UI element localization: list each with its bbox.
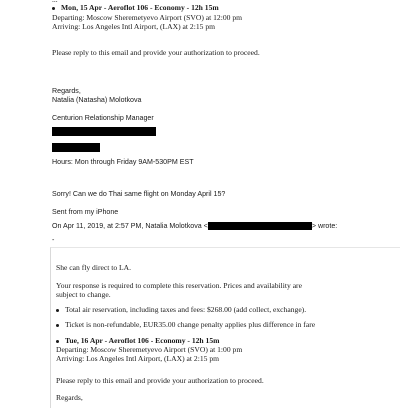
flight1-departing: Departing: Moscow Sheremetyevo Airport (SVO) at 12:00 pm xyxy=(52,13,243,22)
bullet-icon xyxy=(56,324,59,327)
flight2-header: Tue, 16 Apr - Aeroflot 106 - Economy - 12h 15m xyxy=(56,336,219,345)
quote-header: On Apr 11, 2019, at 2:57 PM, Natalia Molotkova < > wrote: xyxy=(52,222,338,230)
signature-regards: Regards, xyxy=(52,87,81,95)
flight1-arriving: Arriving: Los Angeles Intl Airport, (LAX) at 2:15 pm xyxy=(52,22,216,31)
reply-message: Sorry! Can we do Thai same flight on Monday April 15? xyxy=(52,190,226,198)
reply-request-2: Please reply to this email and provide your authorization to proceed. xyxy=(56,376,264,385)
signature-title: Centurion Relationship Manager xyxy=(52,114,154,122)
bullet-icon xyxy=(52,7,55,10)
quoted-response-line2: subject to change. xyxy=(56,290,111,299)
redacted-block-2 xyxy=(52,143,100,152)
bullet-icon xyxy=(56,309,59,312)
dash-marker: - xyxy=(52,236,55,244)
reply-request-1: Please reply to this email and provide your authorization to proceed. xyxy=(52,48,260,57)
quoted-response-line1: Your response is required to complete this reservation. Prices and availability are xyxy=(56,281,302,290)
sent-from-text: Sent from my iPhone xyxy=(52,208,119,216)
quoted-fly-direct: She can fly direct to LA. xyxy=(56,263,132,272)
flight2-arriving: Arriving: Los Angeles Intl Airport, (LAX) at 2:15 pm xyxy=(56,354,220,363)
quoted-bullet-total: Total air reservation, including taxes and fees: $268.00 (add collect, exchange). xyxy=(56,305,306,314)
flight2-departing: Departing: Moscow Sheremetyevo Airport (SVO) at 1:00 pm xyxy=(56,345,243,354)
flight1-header: Mon, 15 Apr - Aeroflot 106 - Economy - 12h 15m xyxy=(52,3,219,12)
quoted-regards: Regards, xyxy=(56,393,83,402)
signature-hours: Hours: Mon through Friday 9AM-530PM EST xyxy=(52,158,194,166)
redacted-block-1 xyxy=(52,127,156,136)
redacted-email xyxy=(208,222,312,230)
bullet-icon xyxy=(56,340,59,343)
quoted-bullet-ticket: Ticket is non-refundable, EUR35.00 change penalty applies plus difference in fare xyxy=(56,320,315,329)
signature-name: Natalia (Natasha) Molotkova xyxy=(52,96,142,104)
